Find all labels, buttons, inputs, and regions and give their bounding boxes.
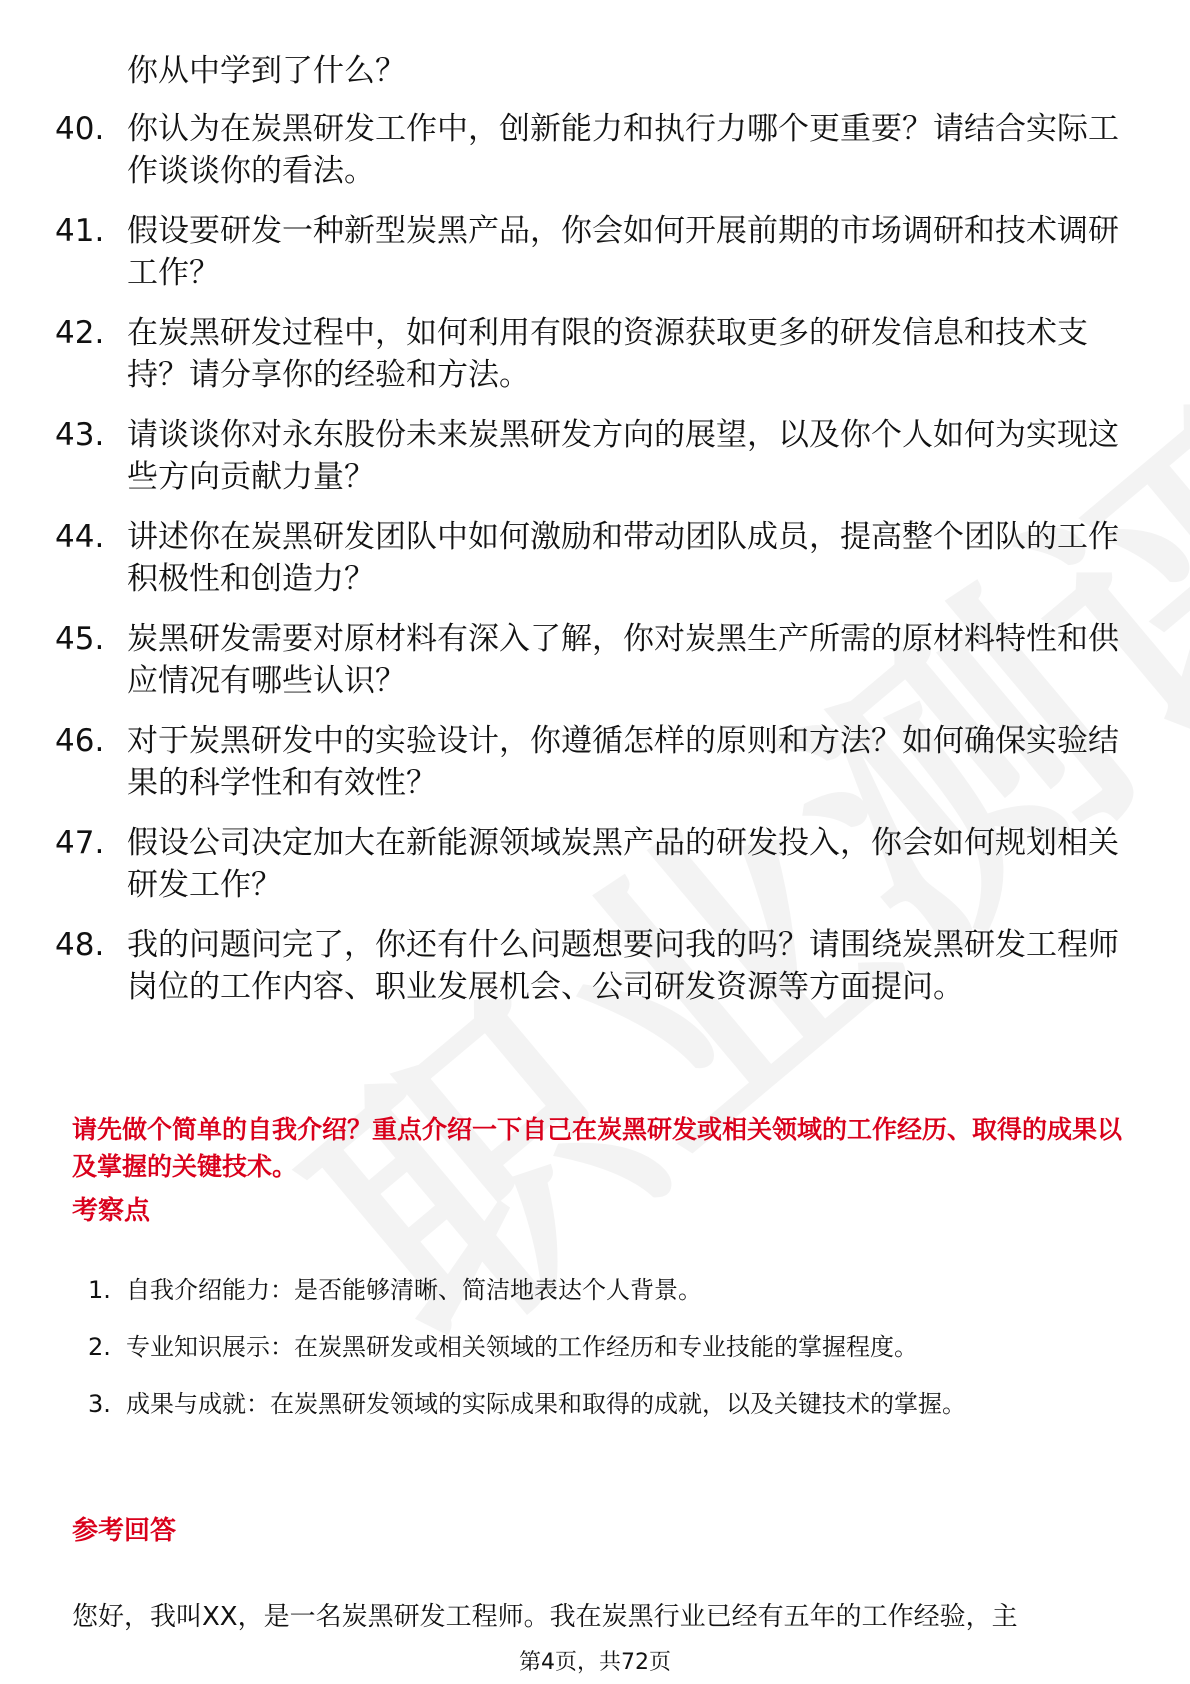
item-text: 你认为在炭黑研发工作中，创新能力和执行力哪个更重要？请结合实际工作谈谈你的看法。	[127, 111, 1119, 189]
item-number: 43.	[55, 417, 105, 453]
list-item	[55, 924, 1135, 1008]
list-item	[55, 516, 1135, 600]
item-text: 在炭黑研发过程中，如何利用有限的资源获取更多的研发信息和技术支持？请分享你的经验和方法。	[127, 315, 1088, 393]
item-number: 3.	[88, 1390, 111, 1418]
page-footer: 第4页，共72页	[519, 1650, 671, 1675]
list-item	[55, 618, 1135, 702]
list-item	[55, 822, 1135, 906]
item-number: 1.	[88, 1276, 111, 1304]
continuation-text: 你从中学到了什么？	[127, 53, 406, 89]
item-text: 假设要研发一种新型炭黑产品，你会如何开展前期的市场调研和技术调研工作？	[127, 213, 1119, 291]
item-number: 42.	[55, 315, 105, 351]
list-item	[88, 1376, 1128, 1433]
item-number: 41.	[55, 213, 105, 249]
list-item	[55, 108, 1135, 192]
item-text: 炭黑研发需要对原材料有深入了解，你对炭黑生产所需的原材料特性和供应情况有哪些认识？	[127, 621, 1119, 699]
item-text: 假设公司决定加大在新能源领域炭黑产品的研发投入，你会如何规划相关研发工作？	[127, 825, 1119, 903]
points-list	[88, 1262, 1128, 1433]
answer-text: 您好，我叫XX，是一名炭黑研发工程师。我在炭黑行业已经有五年的工作经验，主	[72, 1602, 1018, 1632]
item-number: 40.	[55, 111, 105, 147]
list-item	[55, 414, 1135, 498]
highlight-question: 请先做个简单的自我介绍？重点介绍一下自己在炭黑研发或相关领域的工作经历、取得的成果以及掌握的关键技术。	[72, 1115, 1123, 1181]
list-item	[55, 720, 1135, 804]
list-item	[55, 312, 1135, 396]
item-text: 专业知识展示：在炭黑研发或相关领域的工作经历和专业技能的掌握程度。	[126, 1333, 918, 1361]
item-text: 请谈谈你对永东股份未来炭黑研发方向的展望，以及你个人如何为实现这些方向贡献力量？	[127, 417, 1119, 495]
section-title-answer: 参考回答	[72, 1516, 177, 1546]
section-title-points: 考察点	[72, 1196, 151, 1226]
item-number: 2.	[88, 1333, 111, 1361]
list-item	[88, 1262, 1128, 1319]
question-list	[55, 108, 1135, 1026]
list-item	[55, 210, 1135, 294]
item-number: 45.	[55, 621, 105, 657]
item-text: 自我介绍能力：是否能够清晰、简洁地表达个人背景。	[126, 1276, 702, 1304]
item-number: 47.	[55, 825, 105, 861]
item-text: 我的问题问完了，你还有什么问题想要问我的吗？请围绕炭黑研发工程师岗位的工作内容、职业发展机会、公司研发资源等方面提问。	[127, 927, 1119, 1005]
item-number: 46.	[55, 723, 105, 759]
item-number: 44.	[55, 519, 105, 555]
item-text: 成果与成就：在炭黑研发领域的实际成果和取得的成就，以及关键技术的掌握。	[126, 1390, 966, 1418]
list-item	[88, 1319, 1128, 1376]
item-text: 讲述你在炭黑研发团队中如何激励和带动团队成员，提高整个团队的工作积极性和创造力？	[127, 519, 1119, 597]
item-text: 对于炭黑研发中的实验设计，你遵循怎样的原则和方法？如何确保实验结果的科学性和有效性？	[127, 723, 1119, 801]
item-number: 48.	[55, 927, 105, 963]
